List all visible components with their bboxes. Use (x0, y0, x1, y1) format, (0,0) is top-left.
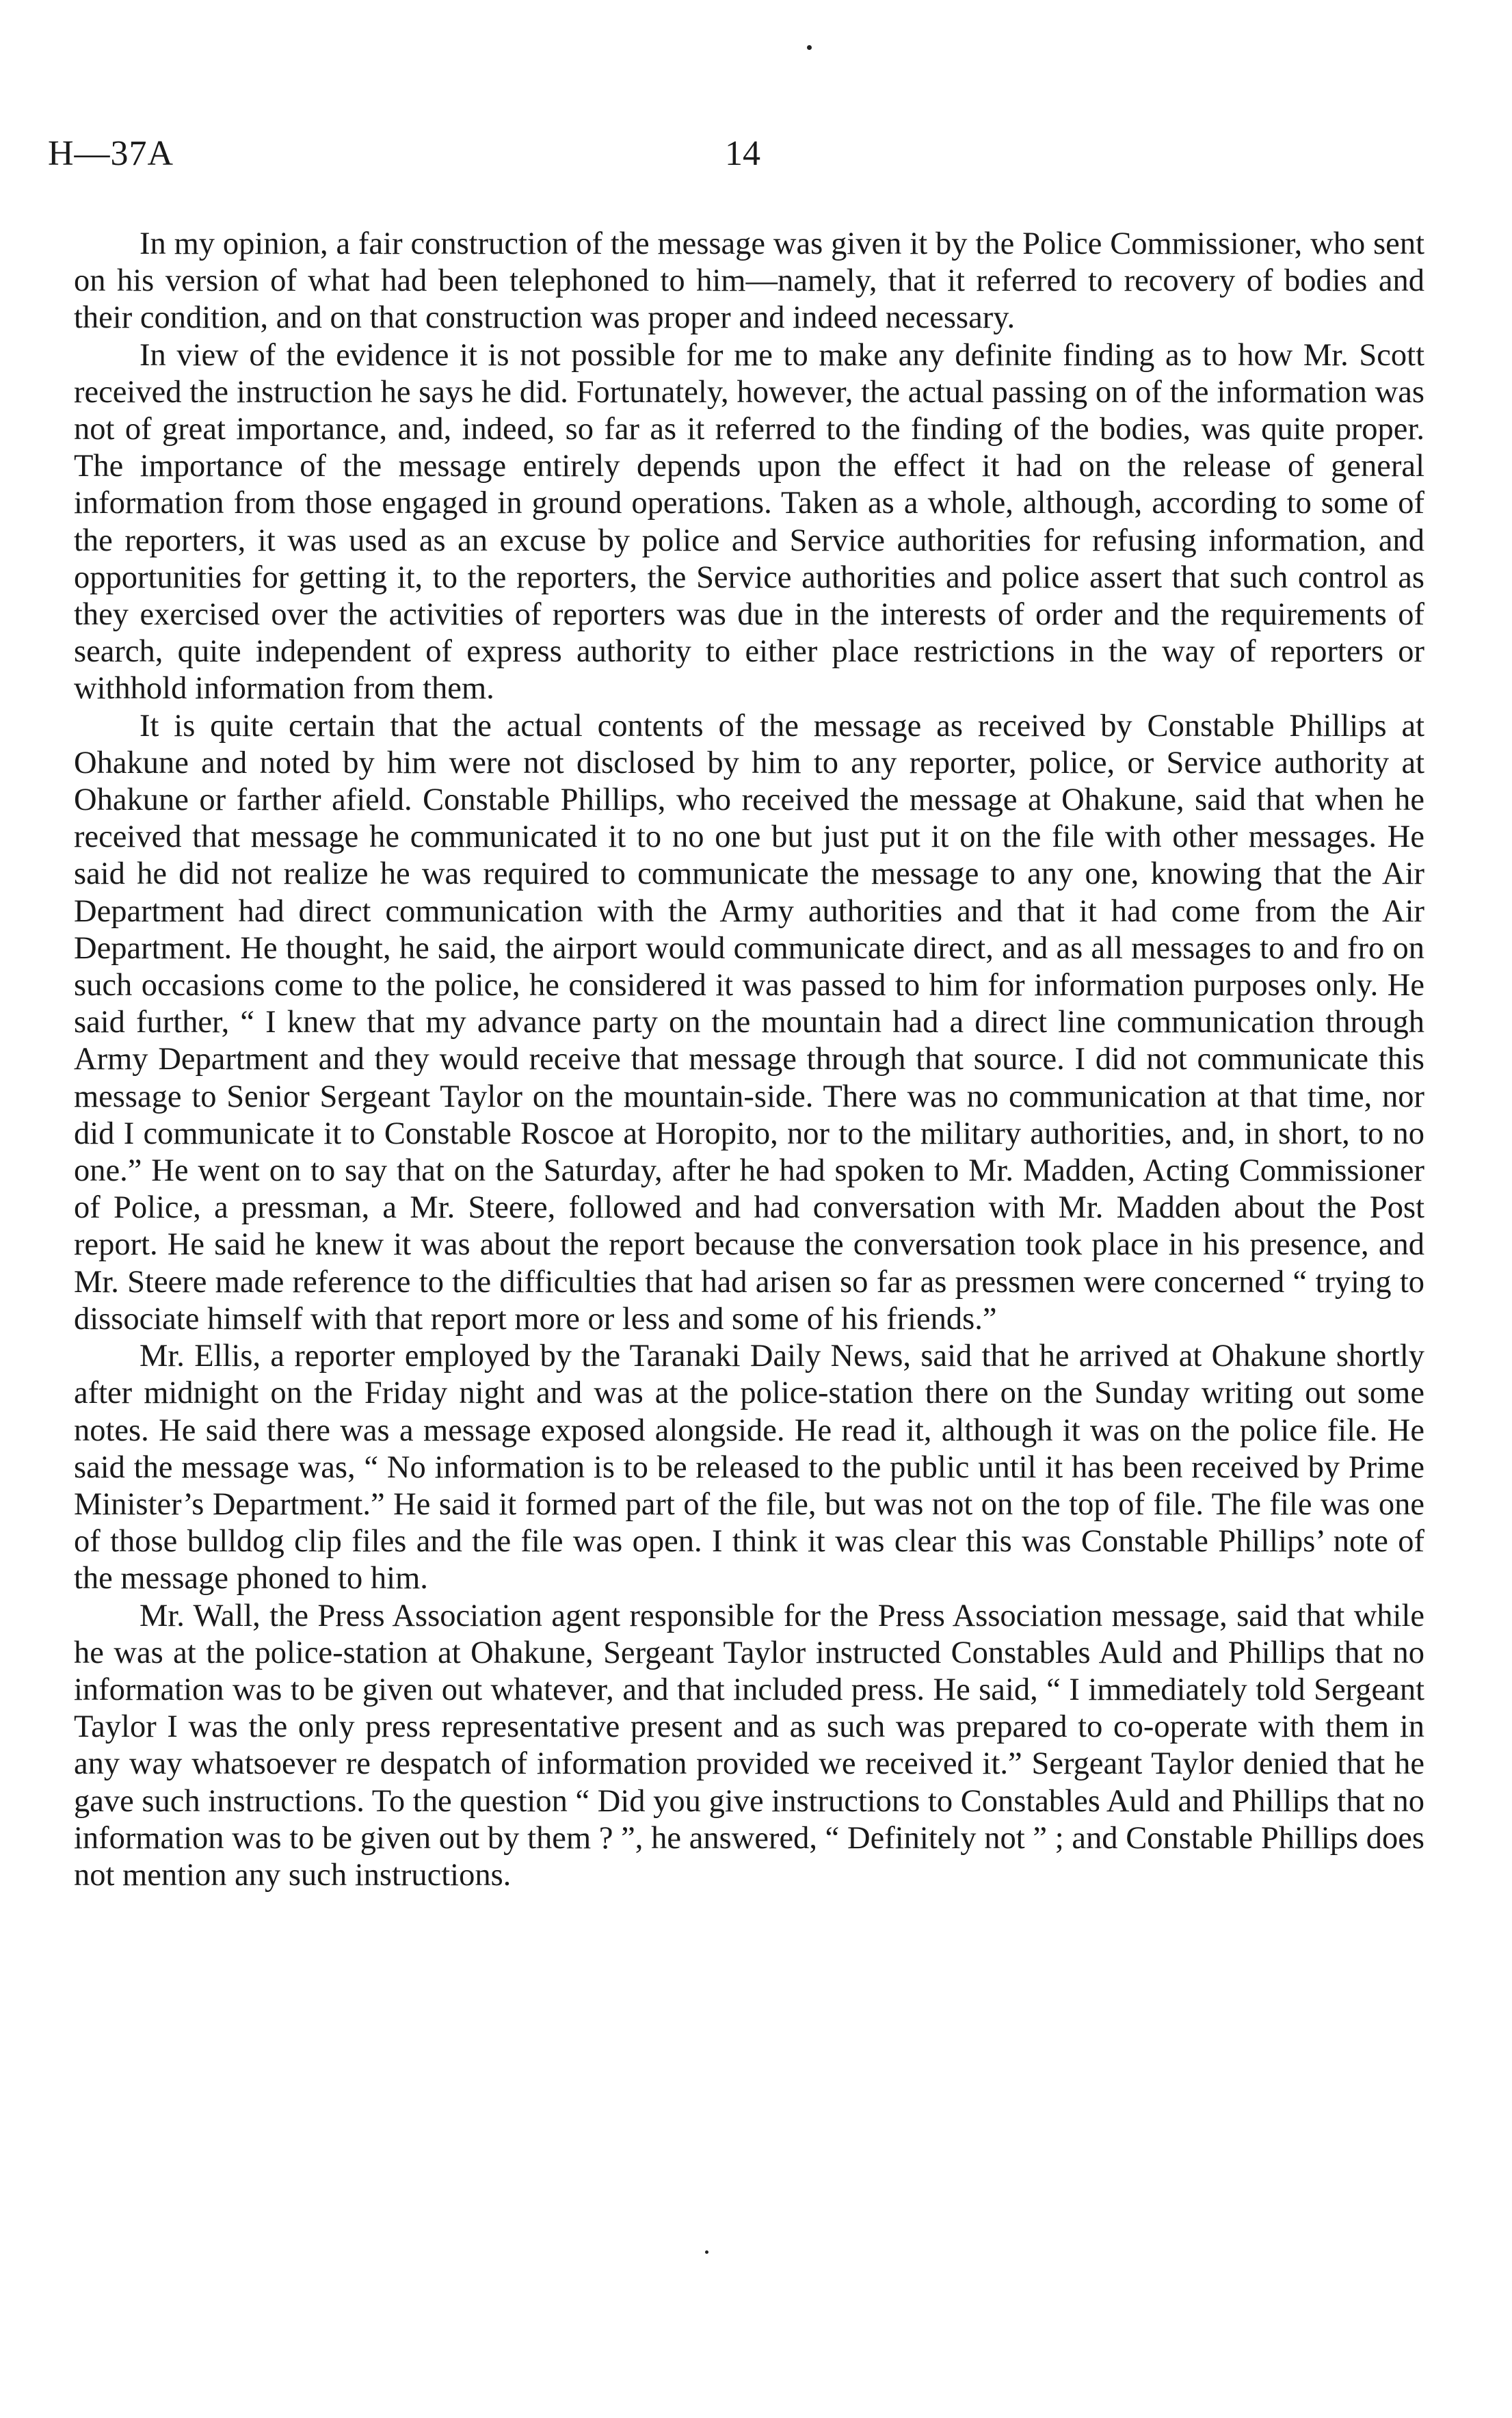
paragraph-constable-phillips: It is quite certain that the actual contents of the message as received by Constable Phillips at Ohakune and noted by him were not disclosed by him to any reporter, police, or Service authority at Ohakune or farther afield. Constable Phillips, who received the message at Ohakune, said that when he received that message he communicated it to no one but just put it on the file with other messages. He said he did not realize he was required to communicate the message to any one, knowing that the Air Department had direct communication with the Army authorities and that it had come from the Air Department. He thought, he said, the airport would communicate direct, and as all messages to and fro on such occasions come to the police, he considered it was passed to him for information purposes only. He said further, “ I knew that my advance party on the mountain had a direct line communication through Army Department and they would receive that message through that source. I did not communicate this message to Senior Sergeant Taylor on the mountain-side. There was no communication at that time, nor did I communicate it to Constable Roscoe at Horopito, nor to the military authorities, and, in short, to no one.” He went on to say that on the Saturday, after he had spoken to Mr. Madden, Acting Commissioner of Police, a pressman, a Mr. Steere, followed and had conversation with Mr. Madden about the Post report. He said he knew it was about the report because the conversation took place in his presence, and Mr. Steere made reference to the difficulties that had arisen so far as pressmen were concerned “ trying to dissociate himself with that report more or less and some of his friends.” (74, 708, 1424, 1337)
scan-speck (807, 45, 812, 50)
scan-speck (705, 2250, 708, 2254)
paragraph-mr-scott-instruction: In view of the evidence it is not possible for me to make any definite finding as to how Mr. Scott received the instruction he says he did. Fortunately, however, the actual passing on of the information was not of great importance, and, indeed, so far as it referred to the finding of the bodies, was quite proper. The importance of the message entirely depends upon the effect it had on the release of general information from those engaged in ground operations. Taken as a whole, although, according to some of the reporters, it was used as an excuse by police and Service authorities for refusing information, and opportunities for getting it, to the reporters, the Service authorities and police assert that such control as they exercised over the activities of reporters was due in the interests of order and the requirements of search, quite independent of express authority to either place restrictions in the way of reporters or withhold information from them. (74, 337, 1424, 707)
page-number: 14 (725, 134, 760, 173)
page-header (48, 133, 1429, 188)
document-reference: H—37A (48, 134, 174, 173)
paragraph-mr-wall: Mr. Wall, the Press Association agent responsible for the Press Association message, said that while he was at the police-station at Ohakune, Sergeant Taylor instructed Constables Auld and Phillips that no information was to be given out whatever, and that included press. He said, “ I immediately told Sergeant Taylor I was the only press representative present and as such was prepared to co-operate with them in any way whatsoever re despatch of information provided we received it.” Sergeant Taylor denied that he gave such instructions. To the question “ Did you give instructions to Constables Auld and Phillips that no information was to be given out by them ? ”, he answered, “ Definitely not ” ; and Constable Phillips does not mention any such instructions. (74, 1598, 1424, 1893)
paragraph-police-commissioner: In my opinion, a fair construction of the message was given it by the Police Commissioner, who sent on his version of what had been telephoned to him—namely, that it referred to recovery of bodies and their condition, and on that construction was proper and indeed necessary. (74, 226, 1424, 336)
paragraph-mr-ellis: Mr. Ellis, a reporter employed by the Taranaki Daily News, said that he arrived at Ohakune shortly after midnight on the Friday night and was at the police-station there on the Sunday writing out some notes. He said there was a message exposed alongside. He read it, although it was on the police file. He said the message was, “ No information is to be released to the public until it has been received by Prime Minister’s Department.” He said it formed part of the file, but was not on the top of file. The file was one of those bulldog clip files and the file was open. I think it was clear this was Constable Phillips’ note of the message phoned to him. (74, 1339, 1424, 1596)
report-body (74, 226, 1424, 1894)
